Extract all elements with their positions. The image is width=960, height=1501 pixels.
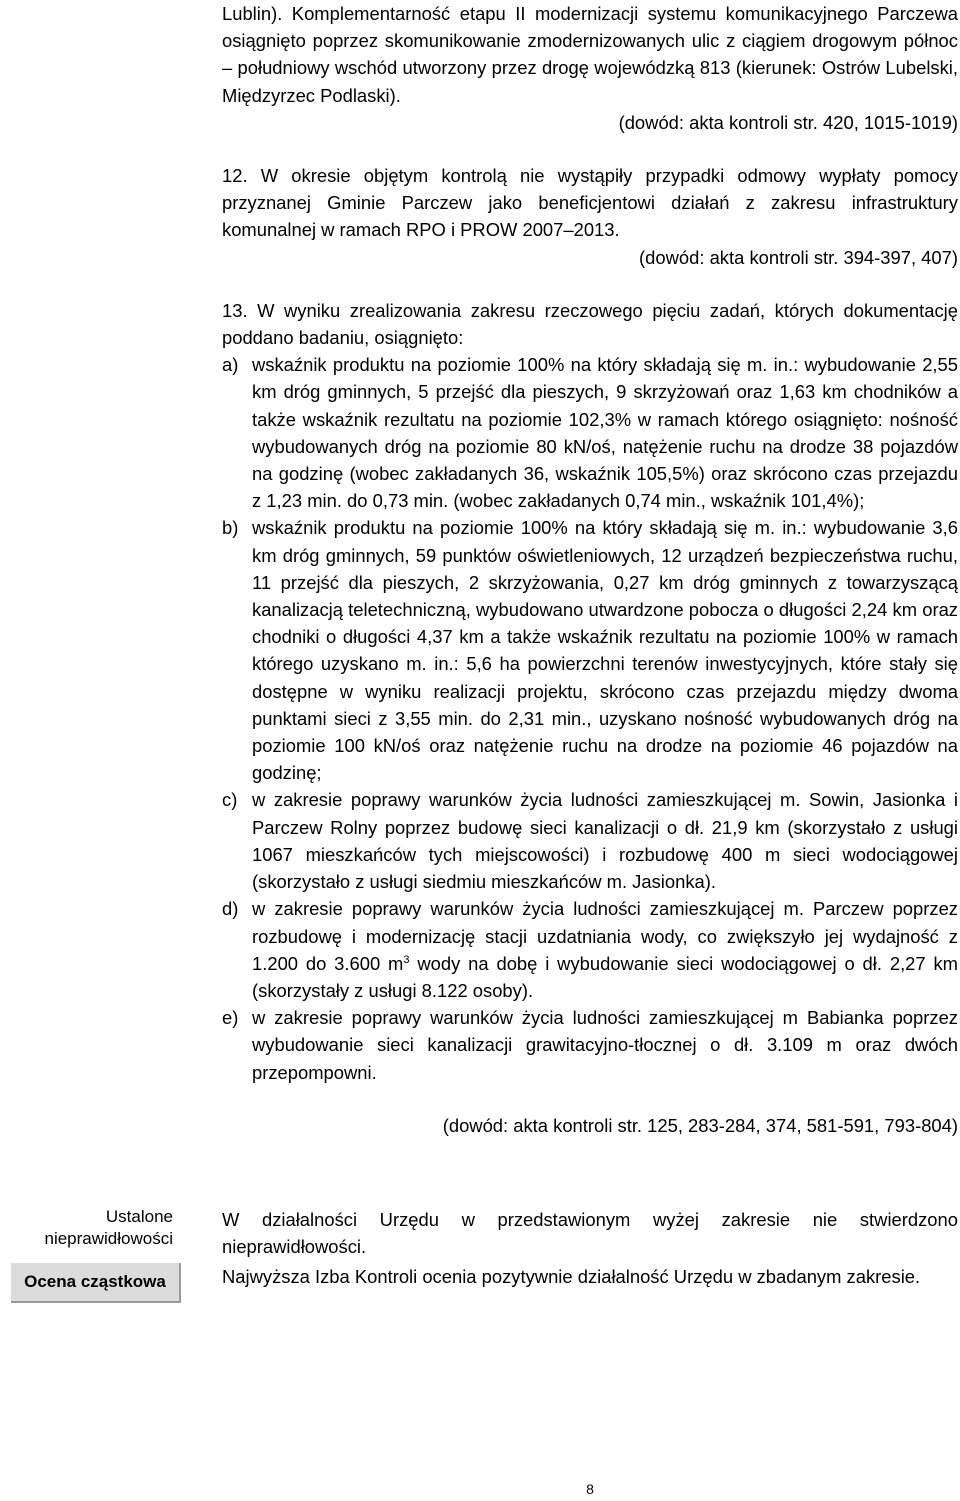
paragraph-lublin: Lublin). Komplementarność etapu II modernizacji systemu komunikacyjnego Parczewa osiągnięto poprzez skomunikowanie zmodernizowanych ulic z ciągiem drogowym północ – południowy wschód utworzony przez drogę wojewódzką 813 (kierunek: Ostrów Lubelski, Międzyrzec Podlaski). (222, 3, 958, 106)
paragraph-12: 12. W okresie objętym kontrolą nie wystąpiły przypadki odmowy wypłaty pomocy przyznanej Gminie Parczew jako beneficjentowi działań z zakresu infrastruktury komunalnej w ramach RPO i PROW 2007–2013. (222, 165, 958, 241)
assessment-box (11, 1263, 181, 1303)
paragraph-13: 13. W wyniku zrealizowania zakresu rzeczowego pięciu zadań, których dokumentację poddano badaniu, osiągnięto: (222, 299, 958, 349)
list-text: wskaźnik produktu na poziomie 100% na który składają się m. in.: wybudowanie 3,6 km dróg gminnych, 59 punktów oświetleniowych, 12 urządzeń bezpieczeństwa ruchu, 11 przejść dla pieszych, 2 skrzyżowania, 0,27 km dróg gminnych z towarzyszącą kanalizacją teletechniczną, wybudowano utwardzone pobocza o długości 2,24 km oraz chodniki o długości 4,37 km a także wskaźnik rezultatu na poziomie 100% w ramach którego uzyskano m. in.: 5,6 ha powierzchni terenów inwestycyjnych, które stały się dostępne w wyniku realizacji projektu, skrócono czas przejazdu między dwoma punktami sieci z 3,55 min. do 2,31 min., uzyskano nośność wybudowanych dróg na poziomie 100 kN/oś oraz natężenie ruchu na drodze na poziomie 46 pojazdów na godzinę; (252, 517, 958, 784)
list-label: b) (222, 517, 239, 539)
list-item (222, 514, 958, 786)
irregularities-text: W działalności Urzędu w przedstawionym wyżej zakresie nie stwierdzono nieprawidłowości. (222, 1209, 958, 1258)
list-item (222, 786, 958, 895)
list-label: a) (222, 354, 239, 376)
list-text: wskaźnik produktu na poziomie 100% na który składają się m. in.: wybudowanie 2,55 km dróg gminnych, 5 przejść dla pieszych, 9 skrzyżowań oraz 1,63 km chodników a także wskaźnik rezultatu na poziomie 102,3% w ramach którego osiągnięto: nośność wybudowanych dróg na poziomie 80 kN/oś, natężenie ruchu na drodze 38 pojazdów na godzinę (wobec zakładanych 36, wskaźnik 105,5%) oraz skrócono czas przejazdu z 1,23 min. do 0,73 min. (wobec zakładanych 0,74 min., wskaźnik 101,4%); (252, 354, 958, 512)
list-item (222, 1004, 958, 1086)
list-text: w zakresie poprawy warunków życia ludności zamieszkującej m. Sowin, Jasionka i Parczew Rolny poprzez budowę sieci kanalizacji o dł. 21,9 km (skorzystało z usługi 1067 mieszkańców tych miejscowości) i rozbudowę 400 m sieci wodociągowej (skorzystało z usługi siedmiu mieszkańców m. Jasionka). (252, 789, 958, 893)
list-label: e) (222, 1007, 239, 1029)
side-label-irregularities: Ustalone nieprawidłowości (44, 1207, 173, 1248)
list-item (222, 895, 958, 1004)
assessment-label: Ocena cząstkowa (24, 1272, 166, 1291)
evidence-note: (dowód: akta kontroli str. 420, 1015-1019) (618, 111, 958, 133)
list-label: d) (222, 898, 239, 920)
assessment-text: Najwyższa Izba Kontroli ocenia pozytywnie działalność Urzędu w zbadanym zakresie. (222, 1266, 921, 1287)
evidence-note: (dowód: akta kontroli str. 125, 283-284, 374, 581-591, 793-804) (442, 1114, 958, 1136)
superscript: 3 (403, 953, 410, 966)
list-text: wody na dobę i wybudowanie sieci wodociągowej o dł. 2,27 km (skorzystały z usługi 8.122 osoby). (252, 952, 958, 1001)
evidence-note: (dowód: akta kontroli str. 394-397, 407) (639, 246, 958, 268)
list-text: w zakresie poprawy warunków życia ludności zamieszkującej m Babianka poprzez wybudowanie sieci kanalizacji grawitacyjno-tłocznej o dł. 3.109 m oraz dwóch przepompowni. (252, 1007, 958, 1083)
page-number: 8 (586, 1481, 594, 1497)
list-item (222, 351, 958, 514)
list-text: w zakresie poprawy warunków życia ludności zamieszkującej m. Parczew poprzez rozbudowę i modernizację stacji uzdatniania wody, co zwiększyło jej wydajność z 1.200 do 3.600 m (252, 898, 958, 974)
document-body (222, 0, 958, 1139)
list-label: c) (222, 789, 238, 811)
